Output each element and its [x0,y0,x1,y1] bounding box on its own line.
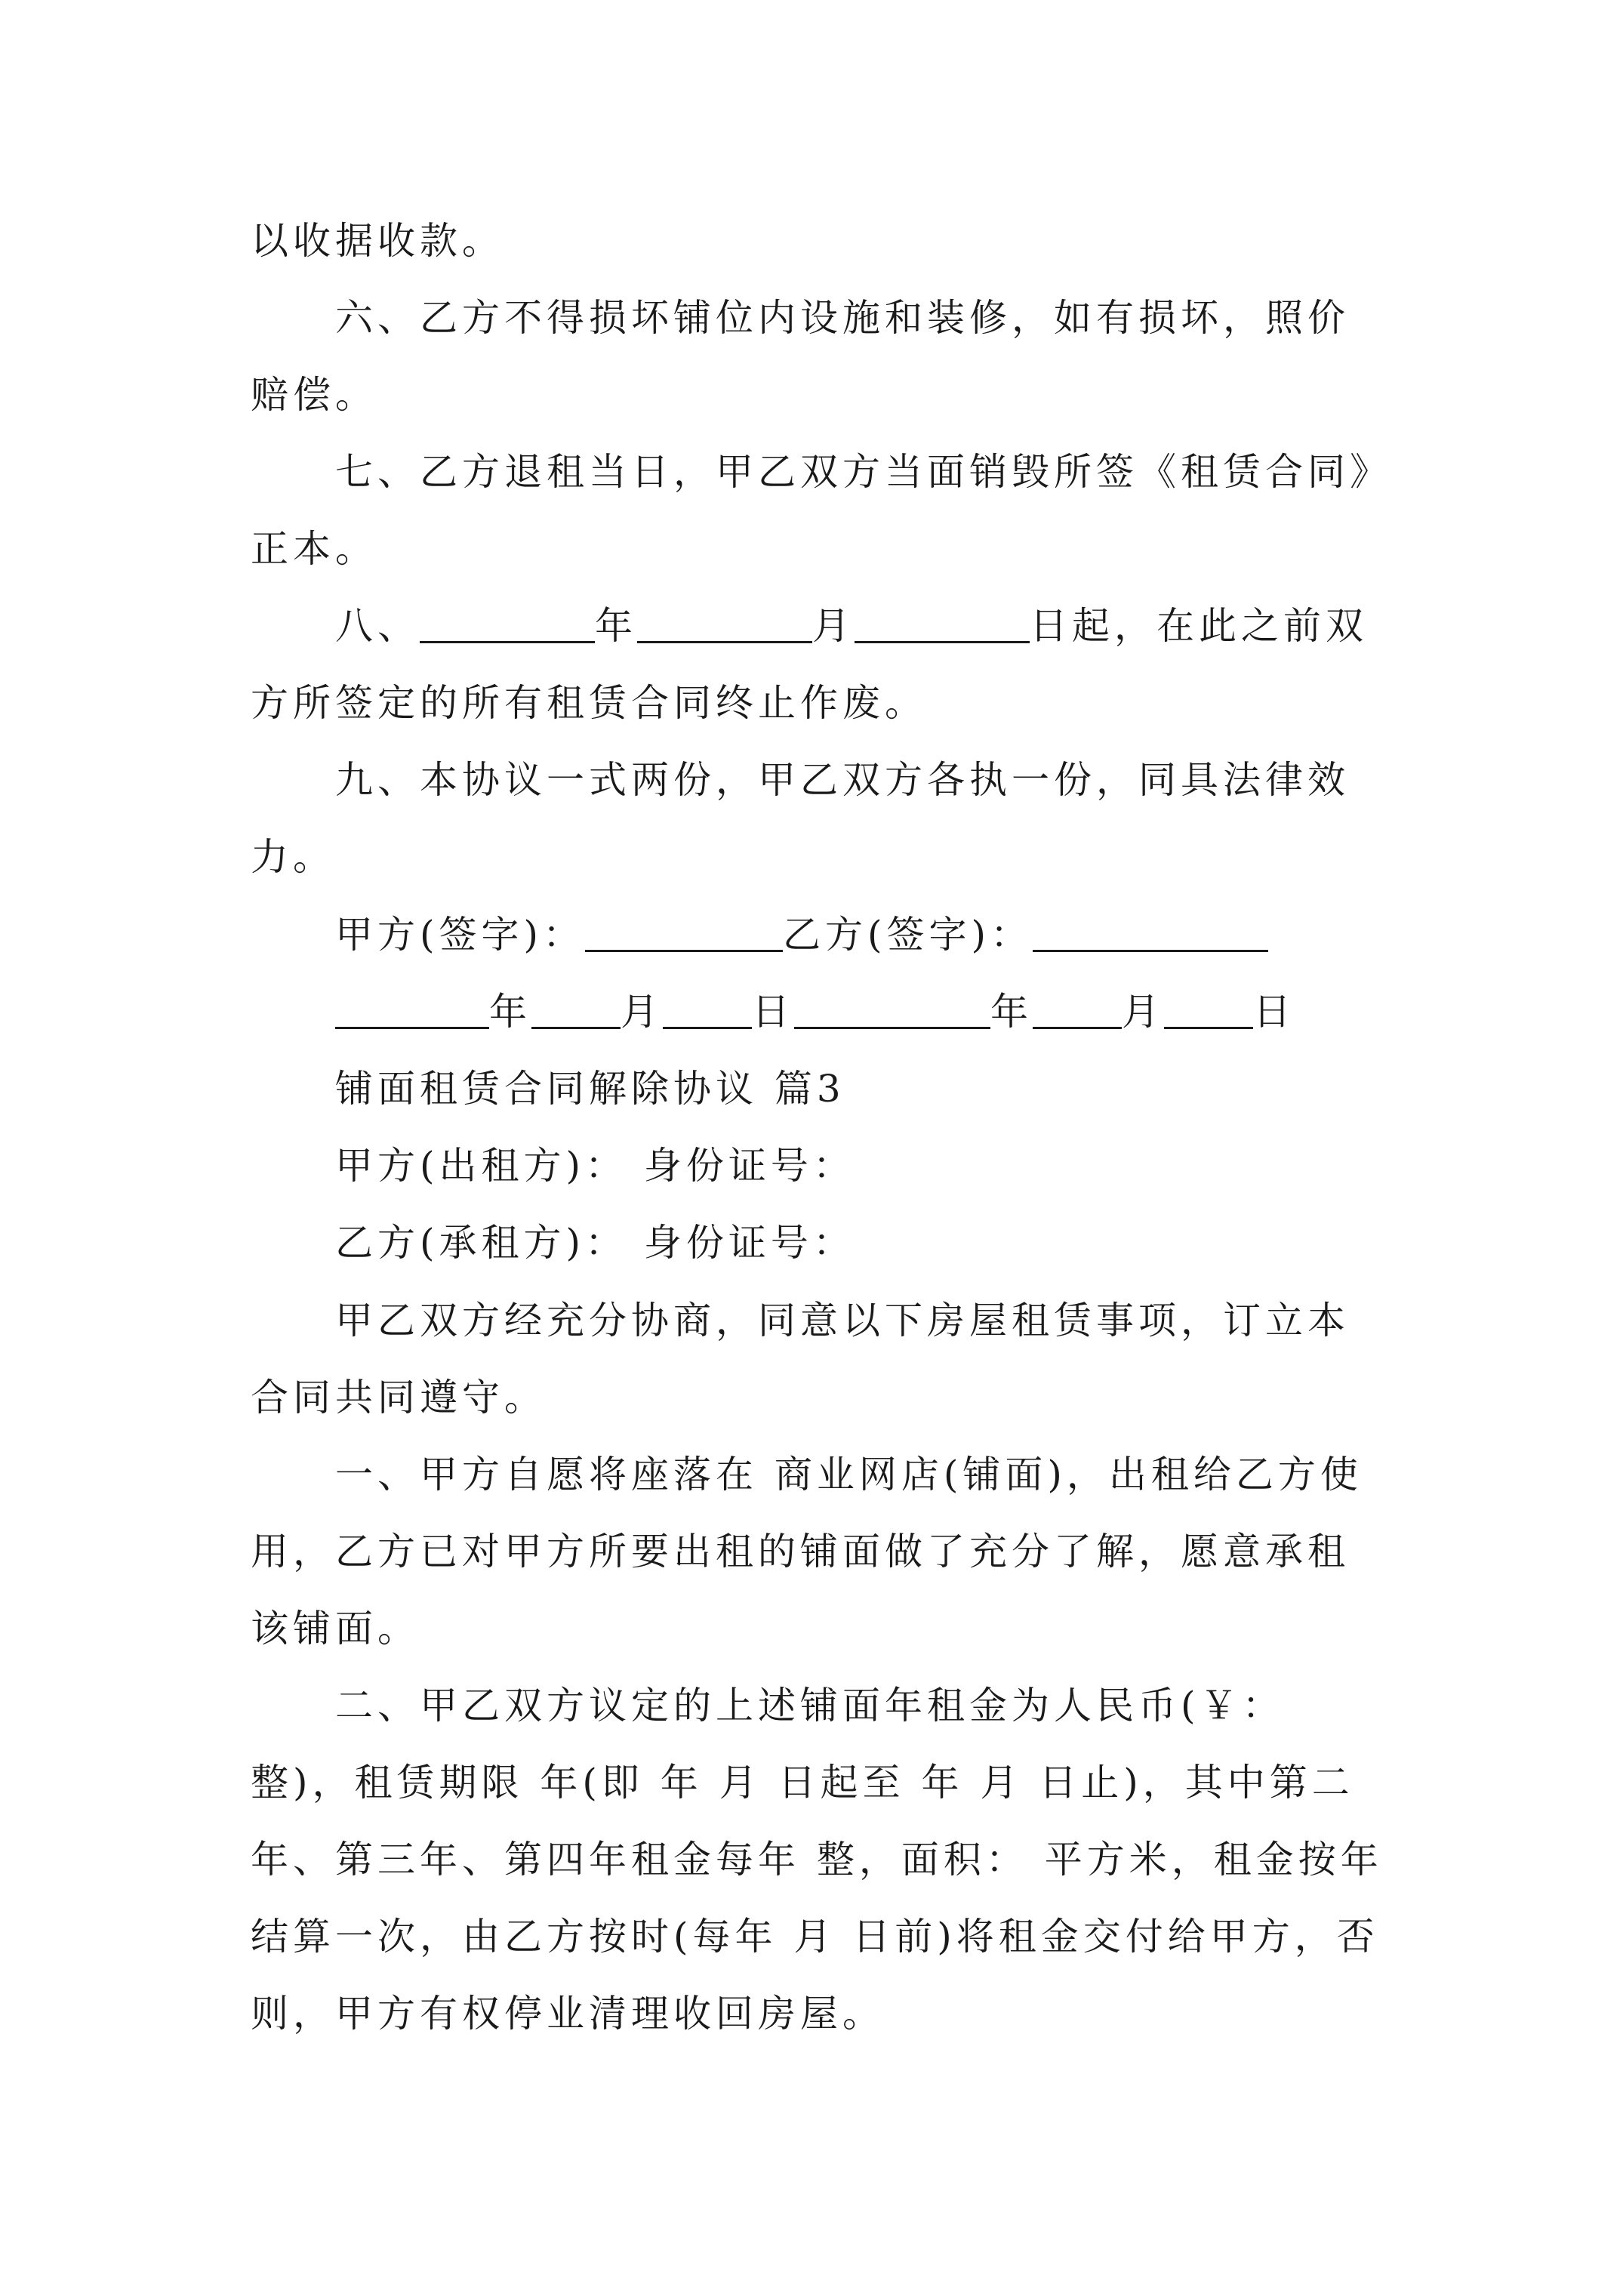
party-b-day-label: 日 [1253,990,1295,1034]
party-a-month-label: 月 [621,990,663,1034]
party-a-day-blank [663,991,752,1029]
party-b-signature-label: 乙方(签字)： [783,913,1033,957]
party-a-signature-label: 甲方(签字)： [335,913,586,957]
party-b-month-label: 月 [1122,990,1164,1034]
paragraph-clause-1: 一、甲方自愿将座落在 商业网店(铺面)，出租给乙方使用，乙方已对甲方所要出租的铺面做了充分了解，愿意承租该铺面。 [251,1453,1363,1650]
section-3-title: 铺面租赁合同解除协议 篇3 [335,1067,845,1111]
party-a-month-blank [531,991,621,1029]
party-b-day-blank [1164,991,1253,1029]
party-a-signature-blank [585,914,783,952]
party-a-year-blank [335,991,489,1029]
party-b-info-line: 乙方(承租方)： 身份证号： [335,1221,855,1265]
blank-year [420,605,595,643]
paragraph-clause-8 [251,587,1383,741]
blank-month [637,605,812,643]
clause-8-prefix: 八、 [335,604,420,648]
paragraph-clause-9: 九、本协议一式两份，甲乙双方各执一份，同具法律效力。 [251,758,1350,879]
signature-date-line [335,989,1295,1034]
paragraph-clause-7: 七、乙方退租当日，甲乙双方当面销毁所签《租赁合同》正本。 [251,450,1373,571]
clause-8-year-label: 年 [595,604,637,648]
paragraph-clause-6: 六、乙方不得损坏铺位内设施和装修，如有损坏，照价赔偿。 [251,296,1350,417]
party-a-info-line: 甲方(出租方)： 身份证号： [335,1144,855,1188]
party-b-signature-blank [1033,914,1268,952]
party-b-year-label: 年 [990,990,1033,1034]
party-b-year-blank [794,991,990,1029]
party-a-day-label: 日 [752,990,794,1034]
blank-day [855,605,1030,643]
signature-line [335,912,1268,957]
paragraph-intro-tail: 以收据收款。 [251,219,504,263]
clause-8-month-label: 月 [812,604,855,648]
party-a-year-label: 年 [489,990,531,1034]
party-b-month-blank [1033,991,1122,1029]
paragraph-agreement-intro: 甲乙双方经充分协商，同意以下房屋租赁事项，订立本合同共同遵守。 [251,1299,1350,1419]
paragraph-clause-2: 二、甲乙双方议定的上述铺面年租金为人民币(￥： 整)，租赁期限 年(即 年 月 日起至 年 月 日止)，其中第二年、第三年、第四年租金每年 整，面积： 平方米，租金按年结算一次，由乙方按时(每年 月 日前)将租金交付给甲方，否则，甲方有权停业清理收回房屋。 [251,1684,1383,2036]
clause-8-day-suffix: 日起，在此之前双方所签定的所有租赁合同终止作废。 [251,604,1368,725]
